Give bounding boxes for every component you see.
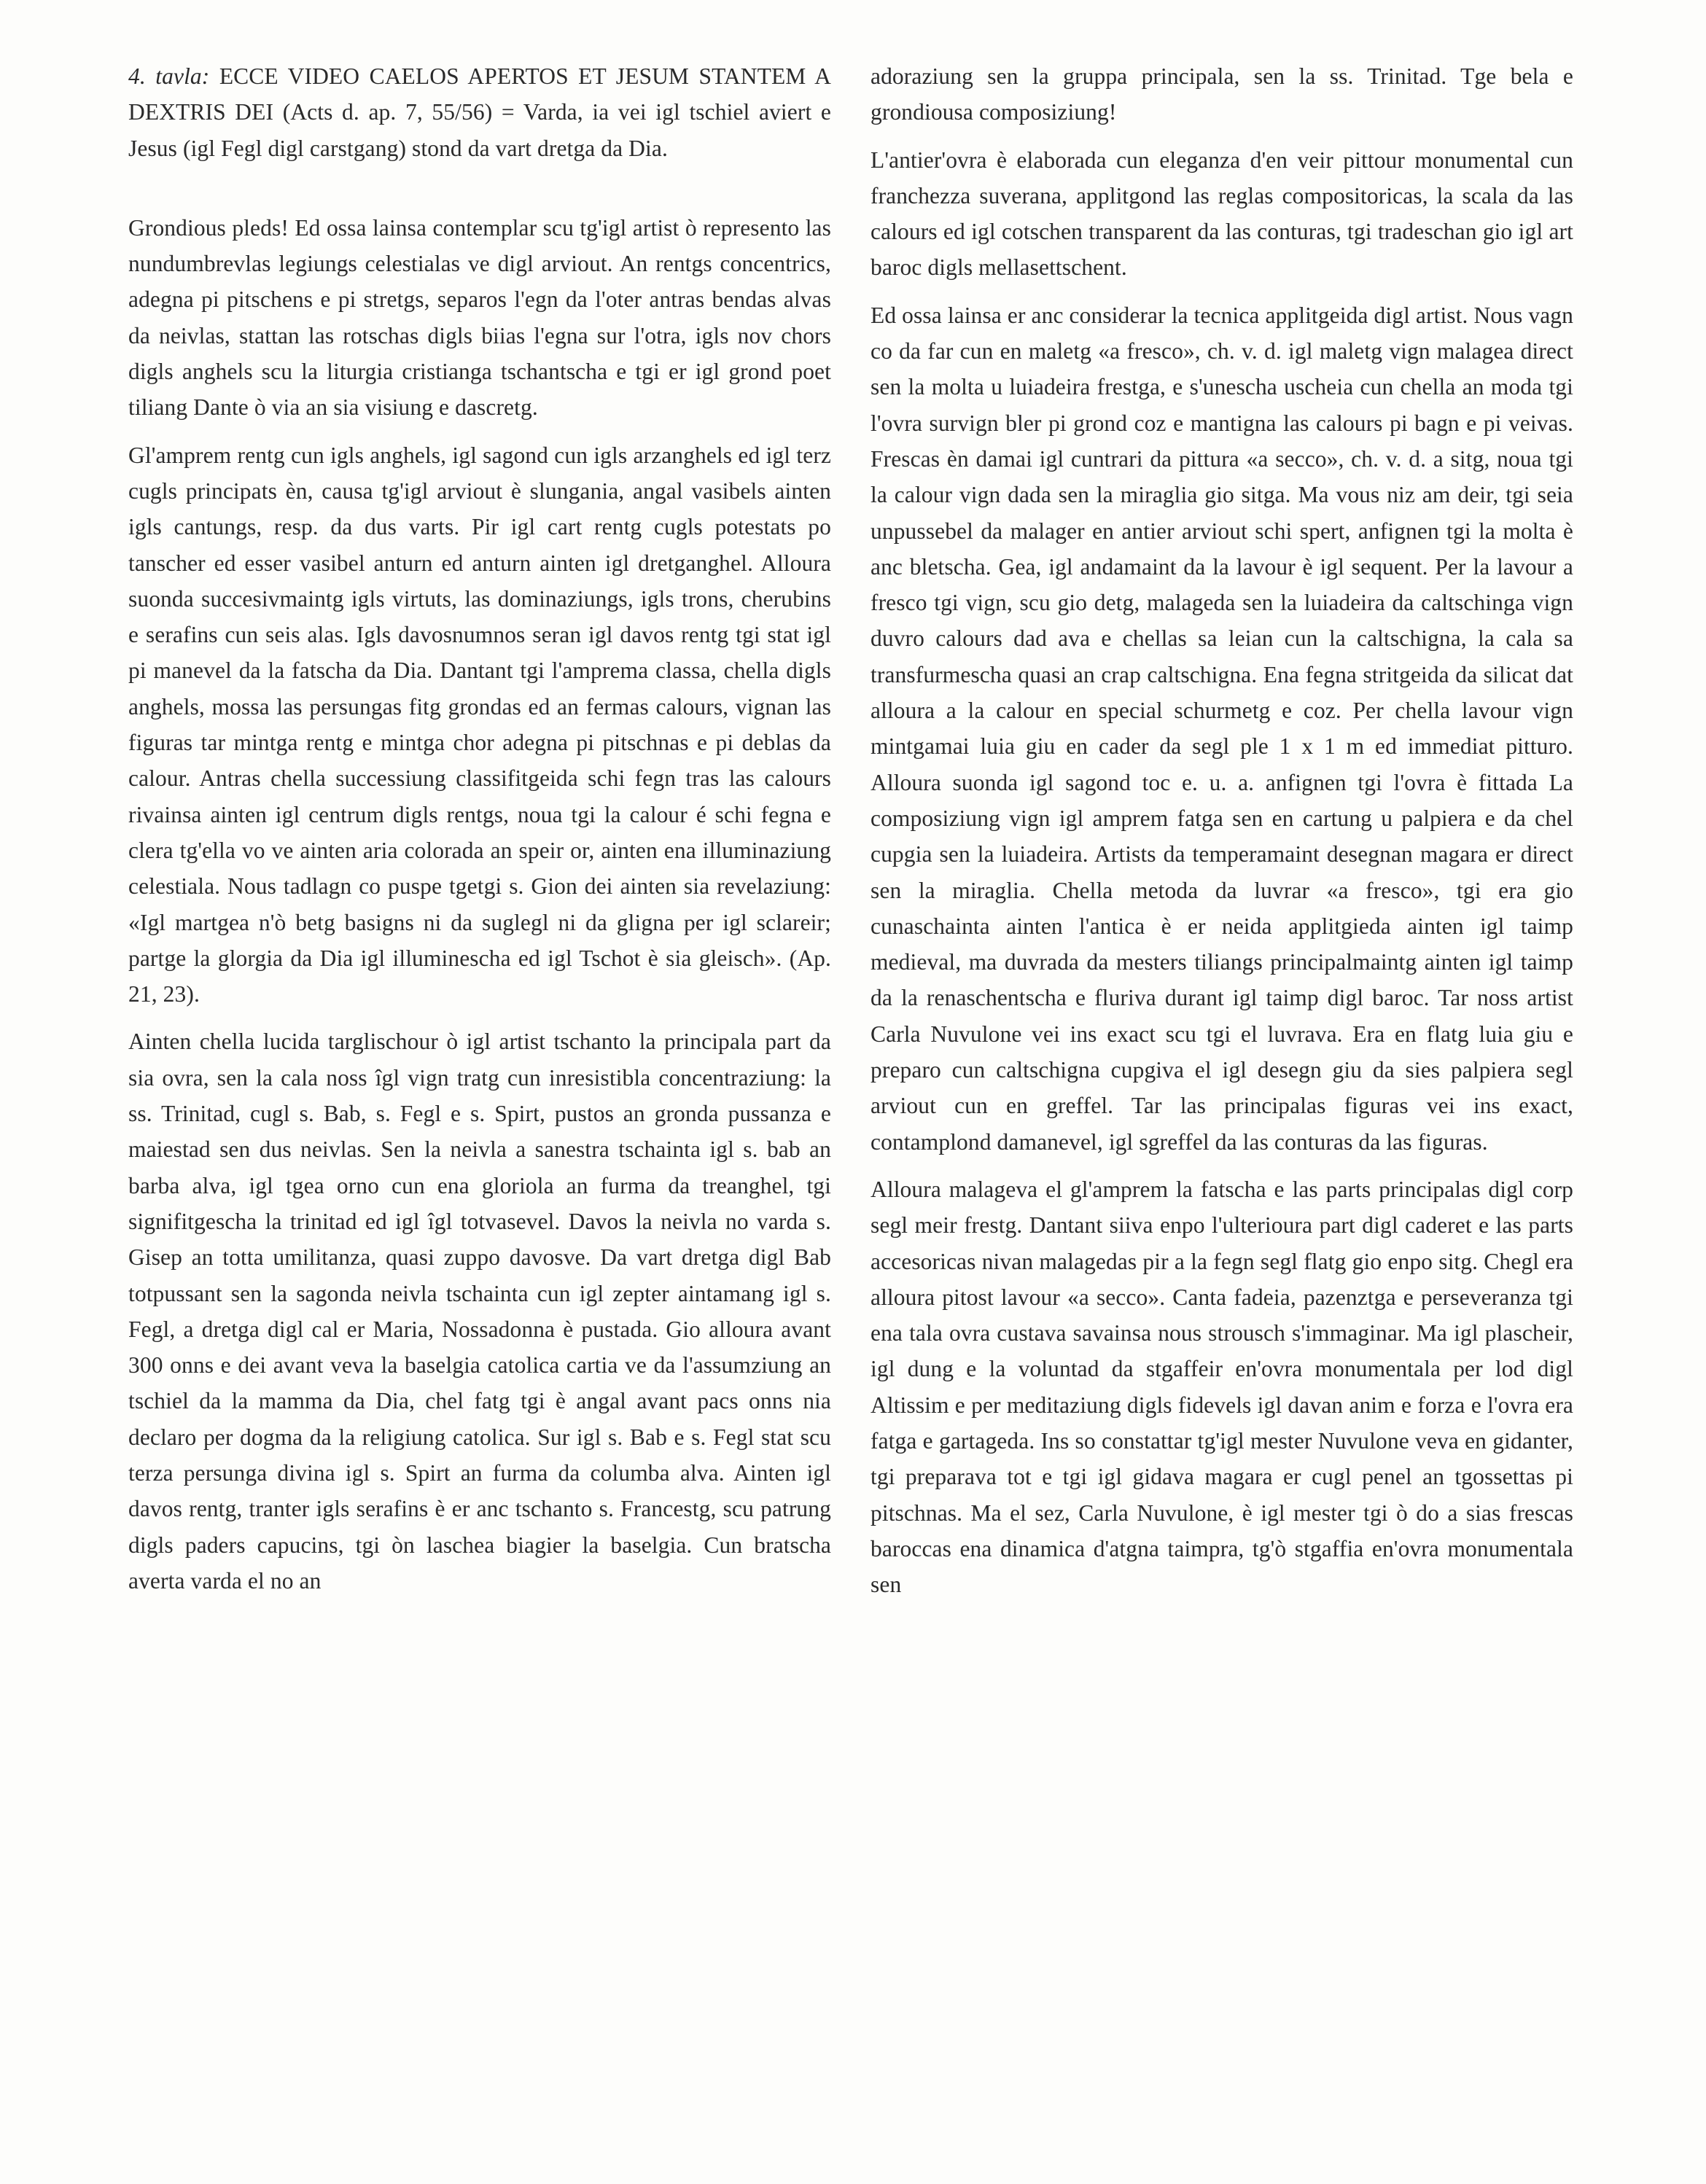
caption-label: 4. tavla: [128,63,210,89]
paragraph: Ainten chella lucida targlischour ò igl artist tschanto la principala part da sia ovra, sen la cala noss îgl vign tratg cun inresistibla concentraziung: la ss. Trinitad, cugl s. Bab, s. Fegl e s. Spirt, pustos an gronda pussanza e maiestad sen dus neivlas. Sen la neivla a sanestra tschainta igl s. bab an barba alva, igl tgea orno cun ena gloriola an furma da treanghel, tgi signifitgescha la trinitad ed igl îgl totvasevel. Davos la neivla no varda s. Gisep an totta umilitanza, quasi zuppo davosve. Da vart dretga digl Bab totpussant sen la sagonda neivla tschainta cun igl zepter aintamang igl s. Fegl, a dretga digl cal er Maria, Nossadonna è pustada. Gio alloura avant 300 onns e dei avant veva la baselgia catolica cartia ve da l'assumziung an tschiel da la mamma da Dia, chel fatg tgi è angal avant pacs onns nia declaro per dogma da la religiung catolica. Sur igl s. Bab e s. Fegl stat scu terza persunga divina igl s. Spirt an furma da columba alva. Ainten igl davos rentg, tranter igls serafins è er anc tschanto s. Francestg, scu patrung digls paders capucins, tgi òn laschea biagier la baselgia. Cun bratscha averta varda el no an [128,1029,831,1594]
right-column [870,58,1573,1614]
paragraph: L'antier'ovra è elaborada cun eleganza d'en veir pittour monumental cun franchezza suverana, applitgond las reglas compositoricas, la scala da las calours ed igl cotschen transparent da las conturas, tgi tradeschan gio igl art baroc digls mellasettschent. [870,147,1573,281]
figure-caption [128,58,831,166]
paragraph: Grondious pleds! Ed ossa lainsa contemplar scu tg'igl artist ò represento las nundumbrevlas legiungs celestialas ve digl arviout. An rentgs concentrics, adegna pi pitschens e pi stretgs, separos l'egn da l'oter antras bendas alvas da neivlas, stattan las rotschas digls biias l'egna sur l'otra, igls nov chors digls anghels scu la liturgia cristianga tschantscha e tgi er igl grond poet tiliang Dante ò via an sia visiung e dascretg. [128,214,831,421]
caption-text: ECCE VIDEO CAELOS APERTOS ET JESUM STANTEM A DEXTRIS DEI (Acts d. ap. 7, 55/56) = Varda, ia vei igl tschiel aviert e Jesus (igl Fegl digl carstgang) stond da vart dretga da Dia. [128,63,831,161]
paragraph: Ed ossa lainsa er anc considerar la tecnica applitgeida digl artist. Nous vagn co da far cun en maletg «a fresco», ch. v. d. igl maletg vign malagea direct sen la molta u luiadeira frestga, e s'unescha uscheia cun chella an moda tgi l'ovra survign bler pi grond coz e mantigna las calours pi bagn e pi veivas. Frescas èn damai igl cuntrari da pittura «a secco», ch. v. d. a sitg, noua tgi la calour vign dada sen la miraglia gio sitga. Ma vous niz am deir, tgi seia unpussebel da malager en antier arviout schi spert, anfignen tgi la molta è anc bletscha. Gea, igl andamaint da la lavour è igl sequent. Per la lavour a fresco tgi vign, scu gio detg, malageda sen la luiadeira da caltschinga vign duvro calours dad ava e chellas sa leian cun la caltschigna, la cala sa transfurmescha quasi an crap caltschigna. Ena fegna stritgeida da silicat dat alloura a la calour en special schurmetg e coz. Per chella lavour vign mintgamai luia giu en cader da segl ple 1 x 1 m ed immediat pitturo. Alloura suonda igl sagond toc e. u. a. anfignen tgi l'ovra è fittada La composiziung vign igl amprem fatga sen en cartung u palpiera e da chel cupgia sen la luiadeira. Artists da temperamaint desegnan magara er direct sen la miraglia. Chella metoda da luvrar «a fresco», tgi era gio cunaschainta ainten l'antica è er neida applitgieda ainten igl taimp medieval, ma duvrada da mesters tiliangs principalmaintg ainten igl taimp da la renaschentscha e fluriva durant igl taimp digl baroc. Tar noss artist Carla Nuvulone vei ins exact scu tgi el luvrava. Era en flatg luia giu e preparo cun caltschigna cupgiva el igl desegn giu da sies palpiera segl arviout cun en greffel. Tar las principalas figuras vei ins exact, contamplond damanevel, igl sgreffel da las conturas da las figuras. [870,302,1573,1155]
paragraph: adoraziung sen la gruppa principala, sen la ss. Trinitad. Tge bela e grondiousa composiziung! [870,63,1573,125]
left-column [128,58,831,1610]
paragraph: Gl'amprem rentg cun igls anghels, igl sagond cun igls arzanghels ed igl terz cugls principats èn, causa tg'igl arviout è slungania, angal vasibels ainten igls cantungs, resp. da dus varts. Pir igl cart rentg cugls potestats po tanscher ed esser vasibel anturn ed anturn ainten igl dretganghel. Alloura suonda succesivmaintg igls virtuts, las dominaziungs, igls trons, cherubins e serafins cun seis alas. Igls davosnumnos seran igl davos rentg tgi stat igl pi manevel da la fatscha da Dia. Dantant tgi l'amprema classa, chella digls anghels, mossa las persungas fitg grondas ed an fermas calours, vignan las figuras tar mintga rentg e mintga chor adegna pi pitschnas e pi deblas da calour. Antras chella successiung classifitgeida schi fegn tras las calours rivainsa ainten igl centrum digls rentgs, noua tgi la calour é schi fegna e clera tg'ella vo ve ainten aria colorada an speir or, ainten ena illuminaziung celestiala. Nous tadlagn co puspe tgetgi s. Gion dei ainten sia revelaziung: «Igl martgea n'ò betg basigns ni da suglegl ni da gligna per igl sclareir; partge la glorgia da Dia igl illuminescha ed igl Tschot è sia gleisch». (Ap. 21, 23). [128,442,831,1007]
paragraph: Alloura malageva el gl'amprem la fatscha e las parts principalas digl corp segl meir frestg. Dantant siiva enpo l'ulterioura part digl caderet e las parts accesoricas nivan malagedas pir a la fegn segl flatg gio enpo sitg. Chegl era alloura pitost lavour «a secco». Canta fadeia, pazenztga e perseveranza tgi ena tala ovra custava savainsa nous strousch s'immaginar. Ma igl plascheir, igl dung e la voluntad da stgaffeir en'ovra monumentala per lod digl Altissim e per meditaziung digls fidevels igl davan anim e forza e l'ovra era fatga e gartageda. Ins so constattar tg'igl mester Nuvulone veva en gidanter, tgi preparava tot e tgi igl gidava magara er cugl penel an tgossettas pi pitschnas. Ma el sez, Carla Nuvulone, è igl mester tgi ò do a sias frescas baroccas ena dinamica d'atgna taimpra, tg'ò stgaffia en'ovra monumentala sen [870,1176,1573,1598]
